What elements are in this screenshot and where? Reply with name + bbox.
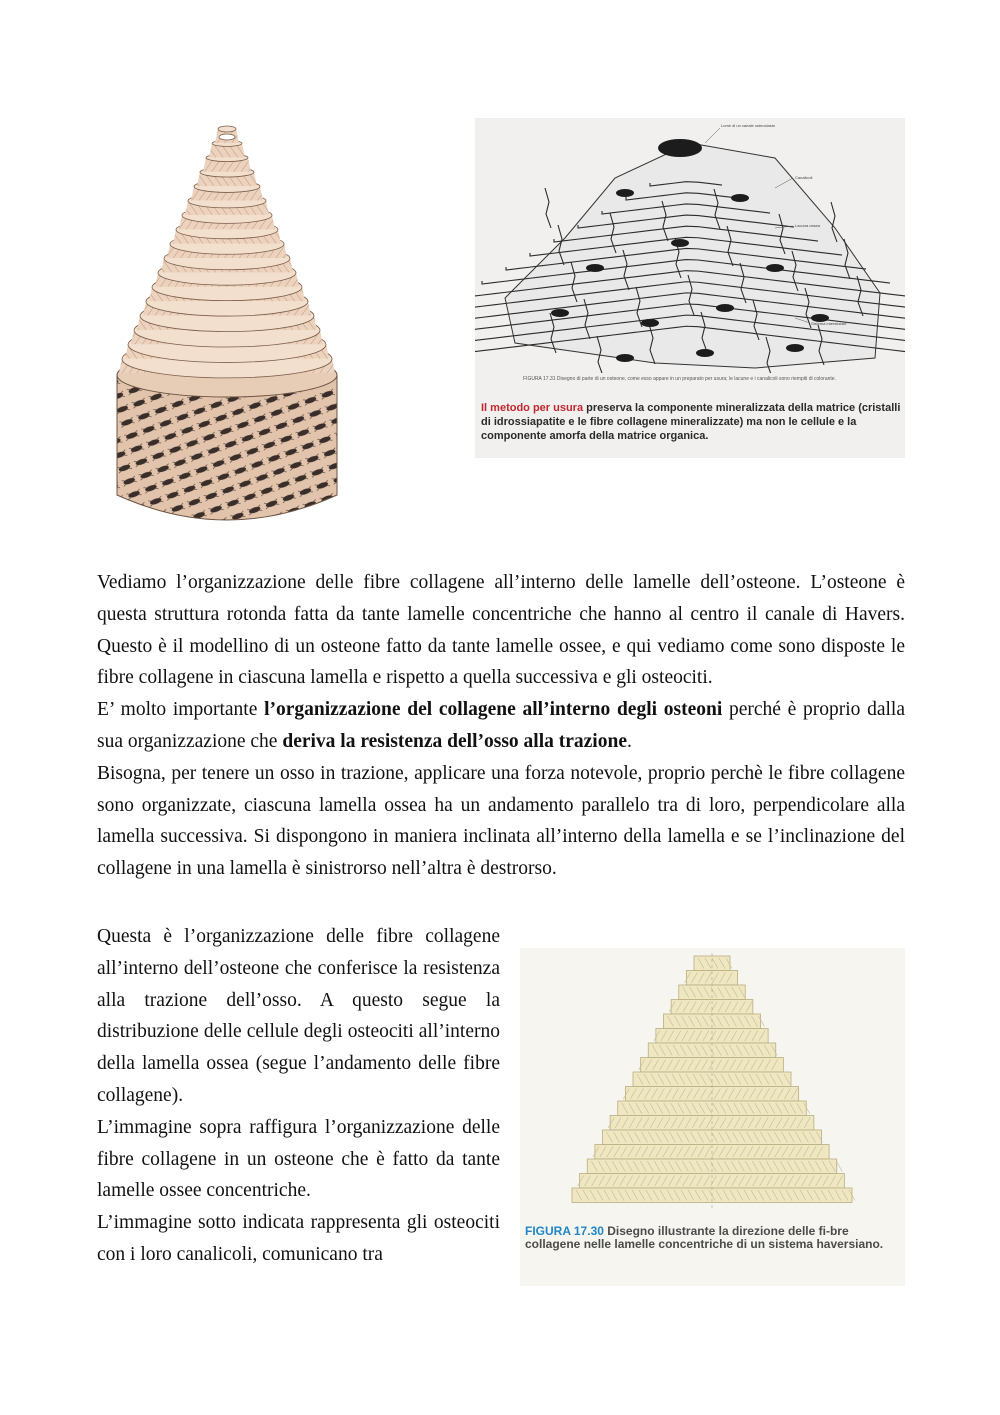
paragraph-image-above: L’immagine sopra raffigura l’organizzazione delle fibre collagene in un osteone che è fatto da tante lamelle ossee concentriche. — [97, 1116, 500, 1202]
wear-method-title: Il metodo per usura — [481, 402, 584, 414]
lacuna — [716, 304, 734, 312]
haversian-canal-mark — [658, 139, 702, 157]
label-interstitial: Sistema interstiziale — [811, 321, 847, 326]
figure-1730-caption — [525, 1225, 903, 1251]
lacuna — [671, 239, 689, 247]
label-canal: Lume di un canale osteoclasto — [721, 123, 776, 128]
figure-1731-caption: FIGURA 17.31 Disegno di parte di un osteone, come esso appare in un preparato per usura; le lacune e i canalicoli sono riempiti di colorante. — [523, 376, 836, 382]
canaliculus-line — [545, 188, 551, 228]
lacuna — [766, 264, 784, 272]
lamellae-figure — [520, 948, 905, 1286]
bold-text: deriva la resistenza dell’osso alla trazione — [282, 730, 627, 752]
bold-text: l’organizzazione del collagene all’interno degli osteoni — [264, 699, 723, 721]
lacuna — [586, 264, 604, 272]
paragraph-importance — [97, 694, 905, 758]
lacuna — [616, 189, 634, 197]
paragraph-intro: Vediamo l’organizzazione delle fibre collagene all’interno delle lamelle dell’osteone. L’osteone è questa struttura rotonda fatta da tante lamelle concentriche che hanno al centro il canale di Havers. Questo è il modellino di un osteone fatto da tante lamelle ossee, e qui vediamo come sono disposte le fibre collagene in ciascuna lamella e rispetto a quella successiva e gli osteociti. — [97, 572, 905, 689]
ground-section-drawing — [475, 118, 905, 373]
text-run: perché è proprio dalla sua organizzazione che — [97, 699, 905, 752]
ground-section-figure — [475, 118, 905, 458]
text-run: . — [626, 730, 632, 752]
label-canalicoli: Canalicoli — [795, 175, 813, 180]
text-run: E’ molto importante — [97, 699, 265, 721]
column-text-block — [97, 921, 500, 1271]
lacuna — [551, 309, 569, 317]
osteon-model-illustration — [105, 125, 350, 535]
lamella-step — [656, 1029, 768, 1044]
lacuna — [786, 344, 804, 352]
lacuna — [731, 194, 749, 202]
figure-1730-label: FIGURA 17.30 — [525, 1224, 604, 1238]
label-lacuna: Lacuna ossea — [795, 223, 820, 228]
figure-1730-text: Disegno illustrante la direzione delle fi-bre collagene nelle lamelle concentriche di un sistema haversiano. — [525, 1224, 884, 1251]
lacuna — [616, 354, 634, 362]
main-text-block — [97, 567, 905, 885]
central-canal — [219, 134, 235, 140]
lamella-ring — [218, 126, 236, 132]
paragraph-organization: Questa è l’organizzazione delle fibre collagene all’interno dell’osteone che conferisce la resistenza alla trazione dell’osso. A questo segue la distribuzione delle cellule degli osteociti all’interno della lamella ossea (segue l’andamento delle fibre collagene). — [97, 926, 500, 1106]
wear-method-caption — [481, 401, 901, 443]
paragraph-image-below: L’immagine sotto indicata rappresenta gli osteociti con i loro canalicoli, comunicano tra — [97, 1212, 500, 1265]
wear-method-text: preserva la componente mineralizzata della matrice (cristalli di idrossiapatite e le fibre collagene mineralizzate) ma non le cellule e la componente amorfa della matrice organica. — [481, 402, 901, 442]
lacuna — [641, 319, 659, 327]
lamellae-drawing — [520, 948, 905, 1218]
fiber-stroke — [836, 1161, 842, 1172]
paragraph-traction: Bisogna, per tenere un osso in trazione, applicare una forza notevole, proprio perchè le fibre collagene sono organizzate, ciascuna lamella ossea ha un andamento parallelo tra di loro, perpendicolare alla lamella successiva. Si dispongono in maniera inclinata all’interno della lamella e se l’inclinazione del collagene in una lamella è sinistrorso nell’altra è destrorso. — [97, 762, 905, 880]
lacuna — [696, 349, 714, 357]
